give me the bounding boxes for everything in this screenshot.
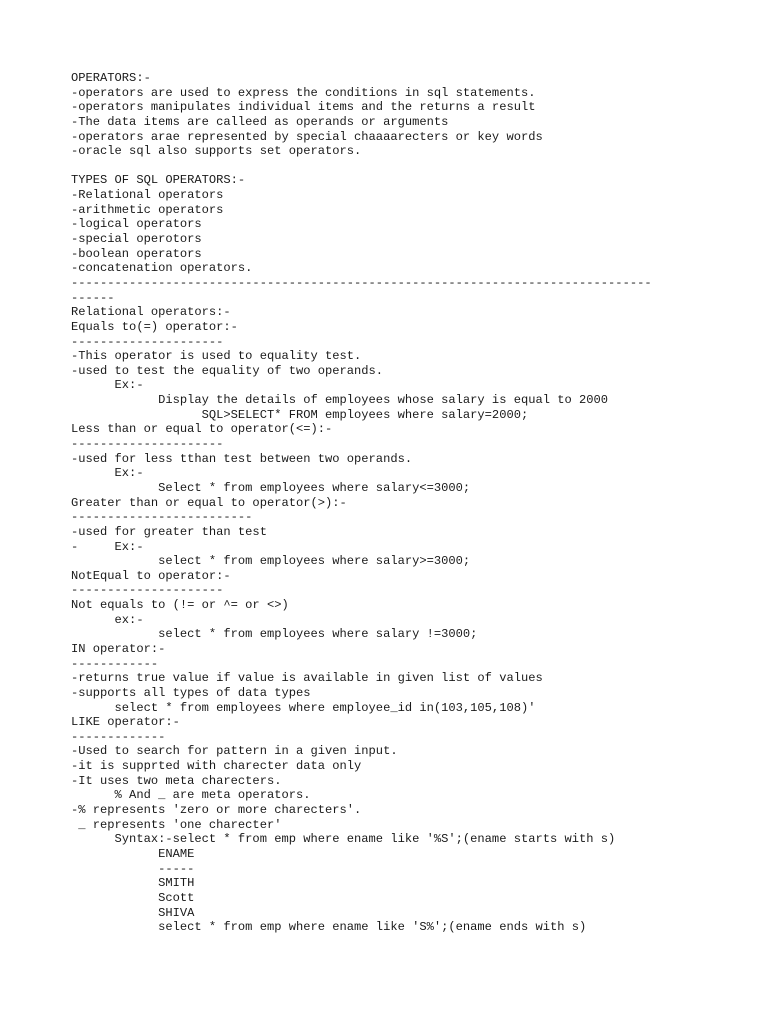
code-line: SQL>SELECT* FROM employees where salary=2000;	[71, 407, 529, 422]
text-line: Display the details of employees whose salary is equal to 2000	[71, 393, 609, 408]
text-line: Greater than or equal to operator(>):-	[71, 495, 347, 510]
text-line: -operators are used to express the conditions in sql statements.	[71, 85, 536, 100]
text-line: -used for greater than test	[71, 524, 267, 539]
text-line: % And _ are meta operators.	[71, 788, 311, 803]
text-line: -arithmetic operators	[71, 202, 224, 217]
divider-line: ---------------------	[71, 583, 224, 598]
text-line: -concatenation operators.	[71, 261, 253, 276]
text-line: -boolean operators	[71, 246, 202, 261]
code-line: Select * from employees where salary<=3000;	[71, 480, 471, 495]
text-line: -This operator is used to equality test.	[71, 349, 362, 364]
text-line: -returns true value if value is available in given list of values	[71, 671, 543, 686]
divider-line: ---------------------	[71, 437, 224, 452]
result-header: ENAME	[71, 846, 195, 861]
divider-line: ------	[71, 290, 115, 305]
result-row: Scott	[71, 890, 195, 905]
text-line: -oracle sql also supports set operators.	[71, 144, 362, 159]
text-line: -used to test the equality of two operands.	[71, 363, 384, 378]
divider-line: -------------------------	[71, 510, 253, 525]
code-line: select * from employees where employee_id in(103,105,108)'	[71, 700, 536, 715]
text-line: -The data items are calleed as operands or arguments	[71, 114, 449, 129]
text-line: -supports all types of data types	[71, 685, 311, 700]
text-line: -used for less tthan test between two operands.	[71, 451, 413, 466]
text-line: NotEqual to operator:-	[71, 568, 231, 583]
divider-line: -------------	[71, 729, 166, 744]
result-row: SMITH	[71, 876, 195, 891]
text-line: -% represents 'zero or more charecters'.	[71, 803, 362, 818]
text-line: Ex:-	[71, 466, 144, 481]
text-line: -special operotors	[71, 232, 202, 247]
text-line: Less than or equal to operator(<=):-	[71, 422, 333, 437]
text-line: -it is supprted with charecter data only	[71, 759, 362, 774]
blank-line	[71, 159, 768, 174]
text-line: -logical operators	[71, 217, 202, 232]
text-line: -Relational operators	[71, 188, 224, 203]
divider-line: --------------------------------------------------------------------------------	[71, 275, 652, 290]
text-line: - Ex:-	[71, 539, 144, 554]
text-line: _ represents 'one charecter'	[71, 817, 282, 832]
result-row: SHIVA	[71, 905, 195, 920]
code-line: select * from employees where salary !=3000;	[71, 627, 478, 642]
code-line: Syntax:-select * from emp where ename like '%S';(ename starts with s)	[71, 832, 616, 847]
text-line: LIKE operator:-	[71, 715, 180, 730]
text-line: -operators arae represented by special chaaaarecters or key words	[71, 129, 543, 144]
text-line: Ex:-	[71, 378, 144, 393]
text-line: TYPES OF SQL OPERATORS:-	[71, 173, 246, 188]
code-line: select * from employees where salary>=3000;	[71, 554, 471, 569]
text-line: Equals to(=) operator:-	[71, 319, 238, 334]
text-line: ex:-	[71, 612, 144, 627]
text-line: Not equals to (!= or ^= or <>)	[71, 598, 289, 613]
text-line: -It uses two meta charecters.	[71, 773, 282, 788]
text-line: -Used to search for pattern in a given input.	[71, 744, 398, 759]
document-page	[71, 71, 768, 935]
text-line: Relational operators:-	[71, 305, 231, 320]
code-line: select * from emp where ename like 'S%';(ename ends with s)	[71, 920, 587, 935]
divider-line: ---------------------	[71, 334, 224, 349]
text-line: IN operator:-	[71, 641, 166, 656]
text-line: -operators manipulates individual items and the returns a result	[71, 100, 536, 115]
divider-line: -----	[71, 861, 195, 876]
divider-line: ------------	[71, 656, 159, 671]
text-line: OPERATORS:-	[71, 71, 151, 85]
